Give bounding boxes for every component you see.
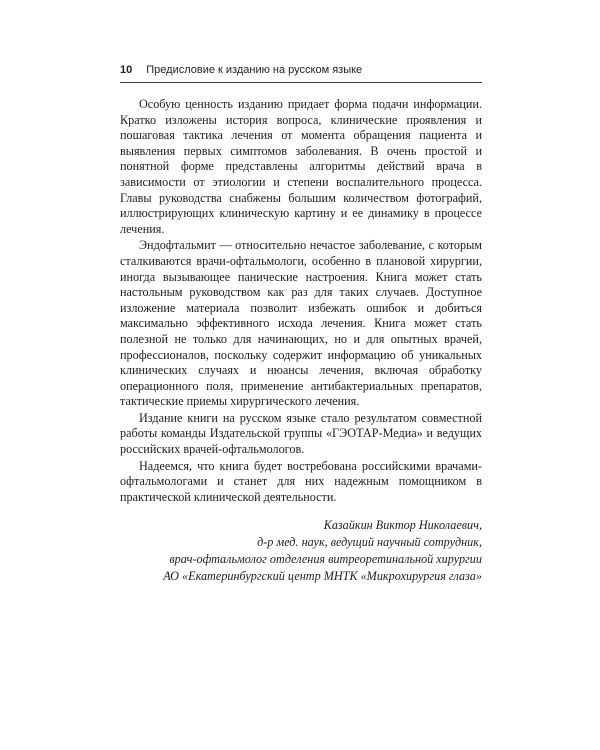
author-degree: д-р мед. наук, ведущий научный сотрудник,: [257, 535, 482, 550]
author-name: Казайкин Виктор Николаевич,: [323, 518, 482, 533]
paragraph: Издание книги на русском языке стало результатом совместной работы команды Издательской группы «ГЭОТАР-Медиа» и ведущих российских врачей-офтальмологов.: [120, 410, 482, 457]
body-text: [120, 97, 482, 505]
book-page: [120, 64, 482, 585]
author-organization: АО «Екатеринбургский центр МНТК «Микрохирургия глаза»: [163, 569, 482, 584]
page-number: 10: [120, 64, 133, 76]
author-position: врач-офтальмолог отделения витреоретинальной хирургии: [169, 552, 482, 567]
paragraph: Особую ценность изданию придает форма подачи информации. Кратко изложены история вопроса, клинические проявления и пошаговая тактика лечения от момента обращения пациента и выявления первых симптомов заболевания. В очень простой и понятной форме представлены алгоритмы действий врача в зависимости от этиологии и степени воспалительного процесса. Главы руководства снабжены большим количеством фотографий, иллюстрирующих клиническую картину и ее динамику в процессе лечения.: [120, 97, 482, 236]
paragraph: Эндофтальмит — относительно нечастое заболевание, с которым сталкиваются врачи-офтальмологи, особенно в плановой хирургии, иногда вызывающее панические настроения. Книга может стать настольным руководством как раз для таких случаев. Доступное изложение материала позволит избежать ошибок и добиться максимально эффективного исхода лечения. Книга может стать полезной не только для начинающих, но и для опытных врачей, профессионалов, поскольку содержит информацию об уникальных клинических случаях и нюансы лечения, включая обработку операционного поля, применение антибактериальных препаратов, тактические приемы хирургического лечения.: [120, 238, 482, 409]
paragraph: Надеемся, что книга будет востребована российскими врачами-офтальмологами и станет для них надежным помощником в практической клинической деятельности.: [120, 458, 482, 504]
author-signature: [120, 517, 482, 585]
running-title: Предисловие к изданию на русском языке: [146, 64, 363, 76]
running-header: [120, 64, 482, 83]
